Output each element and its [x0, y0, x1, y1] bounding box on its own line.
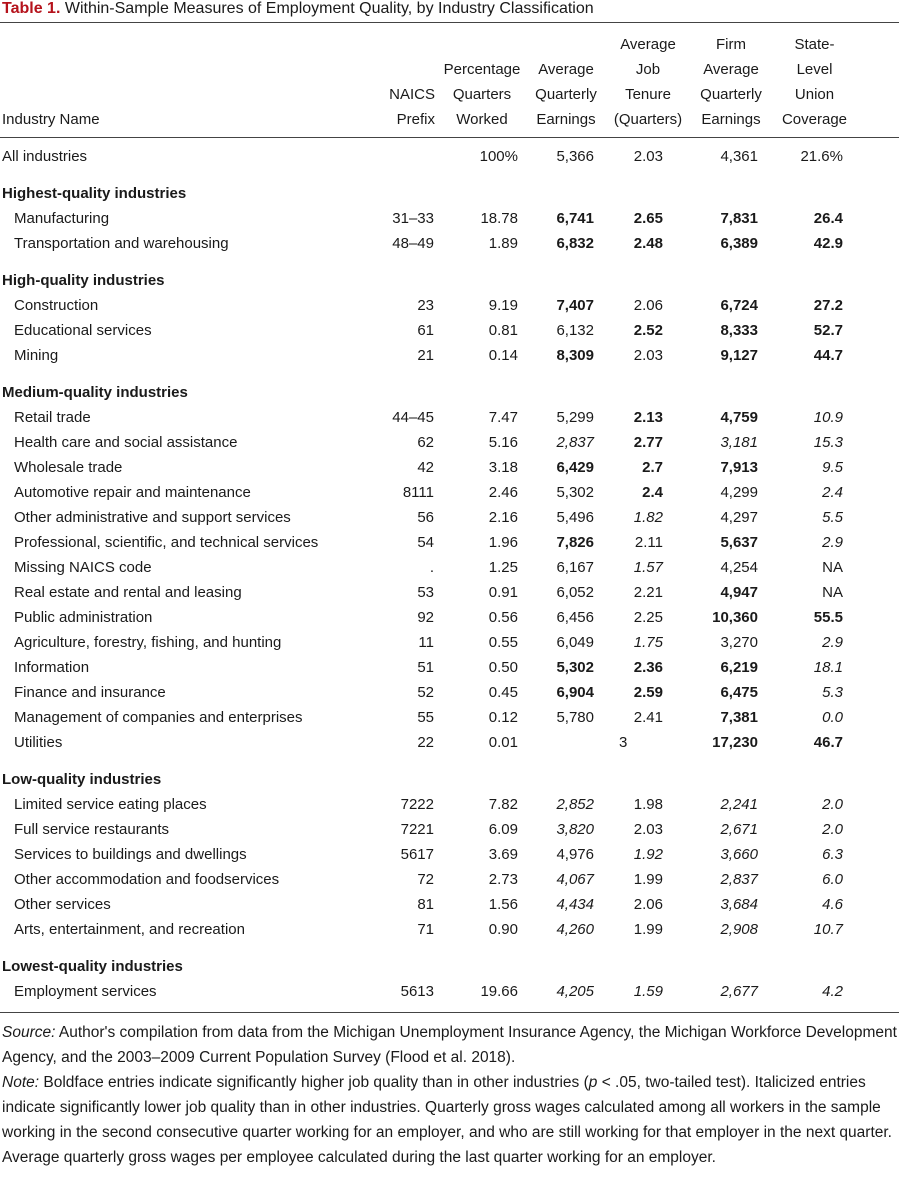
- cell-tenure: 1.59: [633, 983, 663, 1000]
- table-row: [0, 343, 855, 368]
- col-header-line: Firm: [716, 36, 746, 53]
- cell-earn: 4,976: [556, 846, 594, 863]
- cell-firm-earn: 7,381: [720, 709, 758, 726]
- cell-union: 2.0: [822, 796, 843, 813]
- cell-industry-name: Wholesale trade: [14, 459, 123, 476]
- cell-earn: 5,780: [556, 709, 594, 726]
- cell-pct: 0.50: [488, 659, 518, 676]
- cell-union: 46.7: [813, 734, 843, 751]
- cell-tenure: 2.06: [633, 896, 663, 913]
- cell-firm-earn: 6,389: [720, 235, 758, 252]
- cell-naics: 7221: [400, 821, 434, 838]
- cell-earn: 6,052: [556, 584, 594, 601]
- spacer-cell: [0, 169, 855, 181]
- cell-naics: 54: [417, 534, 434, 551]
- group-header-row: [0, 767, 855, 792]
- col-header-line: State-: [794, 36, 835, 53]
- general-note: [2, 1070, 897, 1170]
- cell-tenure: 2.77: [633, 434, 663, 451]
- cell-union: 9.5: [822, 459, 843, 476]
- table-row: [0, 293, 855, 318]
- col-header-line: Worked: [456, 111, 508, 128]
- cell-pct: 7.47: [488, 409, 518, 426]
- cell-firm-earn: 7,831: [720, 210, 758, 227]
- cell-tenure: 2.36: [633, 659, 663, 676]
- cell-firm-earn: 17,230: [712, 734, 758, 751]
- cell-industry-name: Automotive repair and maintenance: [14, 484, 251, 501]
- cell-firm-earn: 8,333: [720, 322, 758, 339]
- cell-tenure: 2.41: [633, 709, 663, 726]
- cell-tenure: 1.98: [633, 796, 663, 813]
- cell-union: 2.9: [822, 534, 843, 551]
- group-title: Medium-quality industries: [2, 384, 188, 401]
- group-header-row: [0, 380, 855, 405]
- cell-pct: 0.90: [488, 921, 518, 938]
- cell-tenure: 1.99: [633, 921, 663, 938]
- cell-pct: 2.73: [488, 871, 518, 888]
- source-label: Source:: [2, 1024, 56, 1041]
- table-row: [0, 405, 855, 430]
- cell-earn: 8,309: [556, 347, 594, 364]
- cell-naics: 56: [417, 509, 434, 526]
- cell-industry-name: Limited service eating places: [14, 796, 207, 813]
- cell-union: 21.6%: [800, 148, 843, 165]
- cell-industry-name: Construction: [14, 297, 99, 314]
- all-industries-row: [0, 144, 855, 169]
- cell-industry-name: Arts, entertainment, and recreation: [14, 921, 245, 938]
- cell-union: 0.0: [822, 709, 843, 726]
- cell-naics: 8111: [402, 484, 434, 501]
- bottom-rule: [0, 1012, 899, 1013]
- table-row: [0, 630, 855, 655]
- table-row: [0, 892, 855, 917]
- cell-earn: 4,205: [556, 983, 594, 1000]
- table-row: [0, 455, 855, 480]
- cell-industry-name: Health care and social assistance: [14, 434, 238, 451]
- cell-earn: 3,820: [556, 821, 594, 838]
- cell-earn: 4,260: [556, 921, 594, 938]
- table-title: Within-Sample Measures of Employment Quality, by Industry Classification: [64, 0, 594, 17]
- cell-earn: 6,904: [556, 684, 594, 701]
- cell-firm-earn: 4,947: [720, 584, 758, 601]
- col-header-line: Coverage: [781, 111, 848, 128]
- cell-union: NA: [822, 559, 843, 576]
- cell-pct: 1.56: [488, 896, 518, 913]
- col-header-line: Tenure: [625, 86, 671, 103]
- cell-industry-name: Other administrative and support services: [14, 509, 291, 526]
- col-header-line: Average: [538, 61, 594, 78]
- group-spacer: [0, 256, 855, 268]
- spacer-cell: [0, 368, 855, 380]
- cell-firm-earn: 10,360: [712, 609, 758, 626]
- cell-union: NA: [822, 584, 843, 601]
- cell-firm-earn: 6,475: [720, 684, 758, 701]
- header-rule: [0, 137, 899, 138]
- cell-tenure: 2.48: [633, 235, 663, 252]
- group-title: Low-quality industries: [2, 771, 162, 788]
- cell-tenure: 1.99: [633, 871, 663, 888]
- col-header-average-quarterly-earnings: [524, 32, 608, 132]
- cell-tenure: 2.59: [633, 684, 663, 701]
- table-row: [0, 206, 855, 231]
- cell-naics: 21: [417, 347, 434, 364]
- note-text-1: Boldface entries indicate significantly higher job quality than in other industries (: [39, 1074, 589, 1091]
- col-header-line: (Quarters): [613, 111, 683, 128]
- cell-union: 55.5: [813, 609, 843, 626]
- table-row: [0, 817, 855, 842]
- table-row: [0, 318, 855, 343]
- cell-firm-earn: 3,181: [720, 434, 758, 451]
- cell-naics: 81: [417, 896, 434, 913]
- cell-firm-earn: 2,908: [720, 921, 758, 938]
- col-header-line: Prefix: [396, 111, 435, 128]
- cell-tenure: 1.82: [633, 509, 663, 526]
- cell-pct: 0.14: [488, 347, 518, 364]
- cell-earn: 5,299: [556, 409, 594, 426]
- cell-firm-earn: 4,299: [720, 484, 758, 501]
- cell-earn: 6,167: [556, 559, 594, 576]
- cell-firm-earn: 5,637: [720, 534, 758, 551]
- table-row: [0, 705, 855, 730]
- top-rule: [0, 22, 899, 23]
- table-header: [0, 32, 855, 132]
- group-spacer: [0, 368, 855, 380]
- table-label: Table 1.: [2, 0, 61, 17]
- cell-naics: 92: [417, 609, 434, 626]
- cell-pct: 0.01: [488, 734, 518, 751]
- cell-union: 2.0: [822, 821, 843, 838]
- cell-naics: 52: [417, 684, 434, 701]
- cell-industry-name: Other accommodation and foodservices: [14, 871, 280, 888]
- cell-pct: 19.66: [480, 983, 518, 1000]
- col-header-percentage-quarters-worked: [440, 32, 524, 132]
- cell-pct: 3.69: [488, 846, 518, 863]
- cell-earn: 6,741: [556, 210, 594, 227]
- cell-union: 2.9: [822, 634, 843, 651]
- cell-earn: 5,302: [556, 484, 594, 501]
- cell-naics: 72: [417, 871, 434, 888]
- cell-industry-name: Agriculture, forestry, fishing, and hunting: [14, 634, 282, 651]
- cell-naics: 44–45: [392, 409, 434, 426]
- cell-pct: 0.81: [488, 322, 518, 339]
- cell-naics: 5613: [400, 983, 434, 1000]
- cell-firm-earn: 3,660: [720, 846, 758, 863]
- cell-pct: 0.55: [488, 634, 518, 651]
- cell-pct: 1.96: [488, 534, 518, 551]
- cell-naics: [378, 144, 440, 169]
- table-row: [0, 842, 855, 867]
- col-header-union-coverage: [774, 32, 855, 132]
- table-row: [0, 605, 855, 630]
- group-header-row: [0, 181, 855, 206]
- cell-earn: 5,366: [556, 148, 594, 165]
- group-title: Highest-quality industries: [2, 185, 187, 202]
- cell-firm-earn: 6,724: [720, 297, 758, 314]
- table-row: [0, 655, 855, 680]
- cell-industry-name: Management of companies and enterprises: [14, 709, 303, 726]
- col-header-line: Earnings: [536, 111, 596, 128]
- table-row: [0, 480, 855, 505]
- cell-industry-name: Transportation and warehousing: [14, 235, 229, 252]
- cell-tenure: 2.25: [633, 609, 663, 626]
- cell-earn: 2,852: [556, 796, 594, 813]
- cell-naics: 11: [418, 634, 434, 651]
- table-row: [0, 979, 855, 1004]
- cell-industry-name: Other services: [14, 896, 111, 913]
- table-row: [0, 680, 855, 705]
- col-header-line: Level: [796, 61, 833, 78]
- cell-industry-name: All industries: [2, 148, 88, 165]
- cell-tenure: 2.52: [633, 322, 663, 339]
- cell-industry-name: Retail trade: [14, 409, 91, 426]
- source-text: Author's compilation from data from the Michigan Unemployment Insurance Agency, the Michigan Workforce Development Agency, and the 2003–2009 Current Population Survey (Flood et al. 2018).: [2, 1024, 897, 1066]
- cell-pct: 1.25: [488, 559, 518, 576]
- cell-industry-name: Information: [14, 659, 90, 676]
- cell-earn: [524, 730, 608, 755]
- cell-tenure: 2.7: [642, 459, 663, 476]
- col-header-line: Average: [620, 36, 676, 53]
- cell-earn: 7,407: [556, 297, 594, 314]
- cell-naics: 42: [417, 459, 434, 476]
- cell-firm-earn: 2,671: [720, 821, 758, 838]
- col-header-line: Percentage: [443, 61, 521, 78]
- cell-naics: 61: [417, 322, 434, 339]
- cell-union: 6.3: [822, 846, 843, 863]
- cell-tenure: 2.4: [642, 484, 663, 501]
- cell-industry-name: Employment services: [14, 983, 157, 1000]
- cell-firm-earn: 4,297: [720, 509, 758, 526]
- table-row: [0, 792, 855, 817]
- col-header-line: Quarterly: [700, 86, 762, 103]
- cell-tenure: 2.13: [633, 409, 663, 426]
- cell-firm-earn: 4,759: [720, 409, 758, 426]
- cell-pct: 3.18: [488, 459, 518, 476]
- cell-naics: 71: [417, 921, 434, 938]
- cell-union: 10.7: [813, 921, 843, 938]
- cell-union: 18.1: [813, 659, 843, 676]
- cell-firm-earn: 9,127: [720, 347, 758, 364]
- table-row: [0, 580, 855, 605]
- cell-firm-earn: 7,913: [720, 459, 758, 476]
- col-header-industry-name: [0, 32, 378, 132]
- cell-naics: 31–33: [392, 210, 434, 227]
- col-header-line: Average: [703, 61, 759, 78]
- cell-firm-earn: 6,219: [720, 659, 758, 676]
- cell-firm-earn: 3,684: [720, 896, 758, 913]
- cell-industry-name: Professional, scientific, and technical services: [14, 534, 319, 551]
- cell-tenure: 2.03: [633, 821, 663, 838]
- cell-tenure: 2.11: [634, 534, 663, 551]
- cell-tenure: 2.06: [633, 297, 663, 314]
- cell-naics: 23: [417, 297, 434, 314]
- cell-tenure: 2.21: [633, 584, 663, 601]
- cell-union: 5.5: [822, 509, 843, 526]
- col-header-line: Industry Name: [2, 111, 100, 128]
- group-header-row: [0, 268, 855, 293]
- table-row: [0, 530, 855, 555]
- col-header-line: NAICS: [389, 86, 435, 103]
- cell-earn: 2,837: [556, 434, 594, 451]
- cell-naics: 22: [417, 734, 434, 751]
- cell-naics: 62: [417, 434, 434, 451]
- cell-firm-earn: 3,270: [720, 634, 758, 651]
- cell-pct: 9.19: [488, 297, 518, 314]
- cell-industry-name: Educational services: [14, 322, 152, 339]
- group-spacer: [0, 942, 855, 954]
- cell-union: 4.2: [822, 983, 843, 1000]
- cell-earn: 5,302: [556, 659, 594, 676]
- table-body: [0, 144, 855, 1004]
- spacer-cell: [0, 942, 855, 954]
- cell-tenure: 2.03: [633, 347, 663, 364]
- cell-earn: 6,456: [556, 609, 594, 626]
- group-title: High-quality industries: [2, 272, 165, 289]
- col-header-line: Union: [794, 86, 835, 103]
- group-header-row: [0, 954, 855, 979]
- source-note: [2, 1020, 897, 1070]
- cell-pct: 2.46: [488, 484, 518, 501]
- note-label: Note:: [2, 1074, 40, 1091]
- cell-pct: 0.12: [488, 709, 518, 726]
- cell-pct: 18.78: [480, 210, 518, 227]
- table-notes: [2, 1020, 897, 1170]
- cell-industry-name: Finance and insurance: [14, 684, 166, 701]
- cell-naics: 48–49: [392, 235, 434, 252]
- table-row: [0, 730, 855, 755]
- cell-union: 5.3: [822, 684, 843, 701]
- col-header-line: Quarters: [452, 86, 512, 103]
- cell-firm-earn: 4,361: [720, 148, 758, 165]
- cell-earn: 5,496: [556, 509, 594, 526]
- cell-union: 26.4: [813, 210, 843, 227]
- cell-firm-earn: 2,241: [720, 796, 758, 813]
- cell-naics: 7222: [400, 796, 434, 813]
- col-header-firm-average-quarterly-earnings: [688, 32, 774, 132]
- cell-industry-name: Full service restaurants: [14, 821, 170, 838]
- group-spacer: [0, 169, 855, 181]
- cell-tenure: 1.57: [633, 559, 663, 576]
- group-spacer: [0, 755, 855, 767]
- cell-firm-earn: 2,837: [720, 871, 758, 888]
- spacer-cell: [0, 755, 855, 767]
- note-text-2: < .05, two-tailed test). Italicized entries indicate significantly lower job quality than in other industries. Quarterly gross wages calculated among all workers in the sample working in the second consecutive quarter working for an employer, and who are still working for that employer in the next quarter. Average quarterly gross wages per employee calculated during the last quarter working for an employer.: [2, 1074, 892, 1166]
- cell-union: 27.2: [813, 297, 843, 314]
- cell-industry-name: Services to buildings and dwellings: [14, 846, 247, 863]
- cell-pct: 0.91: [488, 584, 518, 601]
- cell-naics: .: [429, 559, 434, 576]
- cell-naics: 55: [417, 709, 434, 726]
- cell-union: 10.9: [813, 409, 843, 426]
- note-p-symbol: p: [588, 1074, 598, 1091]
- cell-naics: 5617: [400, 846, 434, 863]
- table-row: [0, 867, 855, 892]
- cell-earn: 6,832: [556, 235, 594, 252]
- cell-union: 42.9: [813, 235, 843, 252]
- col-header-line: Job: [635, 61, 661, 78]
- cell-tenure: 1.92: [633, 846, 663, 863]
- cell-industry-name: Real estate and rental and leasing: [14, 584, 242, 601]
- table-row: [0, 505, 855, 530]
- col-header-line: Quarterly: [535, 86, 597, 103]
- spacer-cell: [0, 256, 855, 268]
- cell-pct: 6.09: [488, 821, 518, 838]
- table-row: [0, 430, 855, 455]
- table-row: [0, 917, 855, 942]
- cell-pct: 7.82: [488, 796, 518, 813]
- cell-union: 2.4: [822, 484, 843, 501]
- cell-earn: 4,067: [556, 871, 594, 888]
- cell-industry-name: Mining: [14, 347, 59, 364]
- cell-naics: 53: [417, 584, 434, 601]
- cell-union: 44.7: [813, 347, 843, 364]
- cell-earn: 4,434: [556, 896, 594, 913]
- cell-earn: 6,132: [556, 322, 594, 339]
- cell-earn: 7,826: [556, 534, 594, 551]
- cell-pct: 2.16: [488, 509, 518, 526]
- cell-union: 52.7: [813, 322, 843, 339]
- table-row: [0, 555, 855, 580]
- cell-pct: 5.16: [488, 434, 518, 451]
- cell-industry-name: Manufacturing: [14, 210, 110, 227]
- cell-industry-name: Missing NAICS code: [14, 559, 152, 576]
- cell-union: 6.0: [822, 871, 843, 888]
- cell-pct: 100%: [479, 148, 518, 165]
- cell-union: 4.6: [822, 896, 843, 913]
- cell-pct: 0.56: [488, 609, 518, 626]
- cell-tenure: 2.65: [633, 210, 663, 227]
- group-title: Lowest-quality industries: [2, 958, 183, 975]
- table-caption: [2, 0, 594, 22]
- table-row: [0, 231, 855, 256]
- cell-industry-name: Public administration: [14, 609, 153, 626]
- col-header-average-job-tenure: [608, 32, 688, 132]
- cell-earn: 6,049: [556, 634, 594, 651]
- cell-tenure: 3: [619, 734, 628, 751]
- cell-tenure: 2.03: [633, 148, 663, 165]
- data-table: [0, 144, 855, 1004]
- cell-pct: 0.45: [488, 684, 518, 701]
- cell-naics: 51: [417, 659, 434, 676]
- cell-tenure: 1.75: [633, 634, 663, 651]
- cell-pct: 1.89: [488, 235, 518, 252]
- cell-earn: 6,429: [556, 459, 594, 476]
- cell-industry-name: Utilities: [14, 734, 63, 751]
- col-header-naics-prefix: [378, 32, 440, 132]
- cell-firm-earn: 2,677: [720, 983, 758, 1000]
- cell-union: 15.3: [813, 434, 843, 451]
- cell-firm-earn: 4,254: [720, 559, 758, 576]
- col-header-line: Earnings: [701, 111, 761, 128]
